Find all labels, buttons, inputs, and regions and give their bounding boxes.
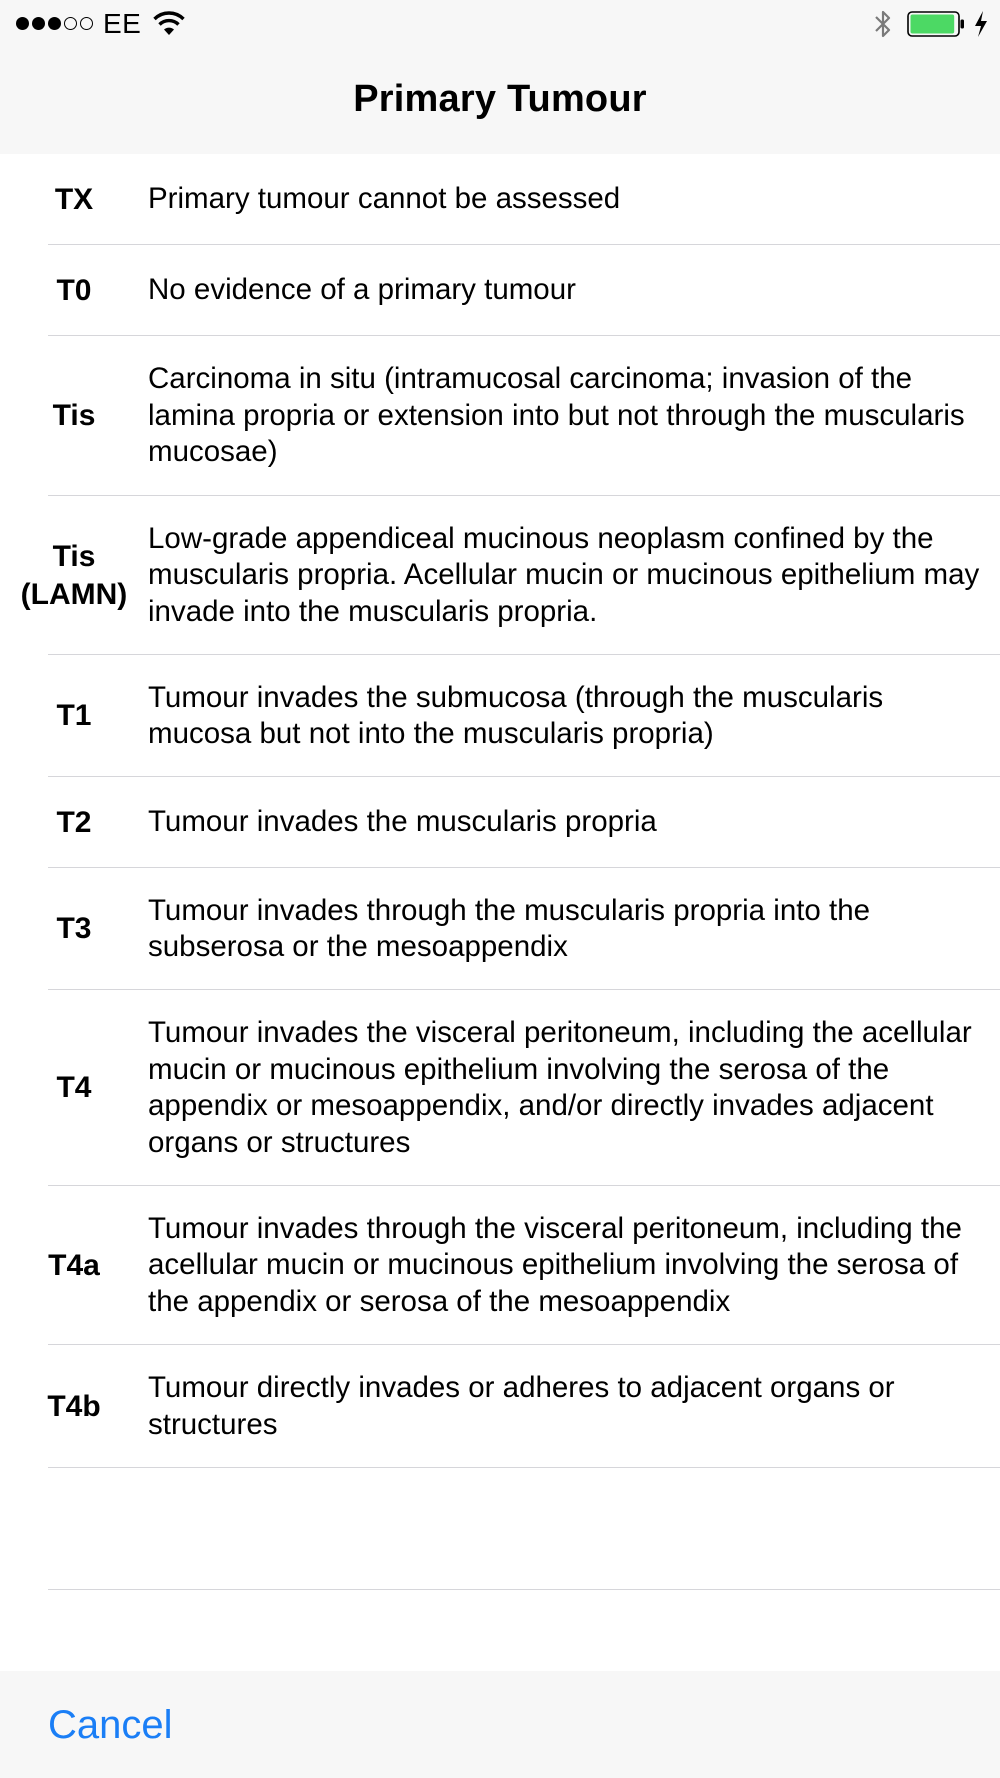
list-item[interactable] (0, 336, 1000, 496)
signal-dot (16, 17, 29, 30)
bottom-toolbar (0, 1671, 1000, 1778)
stage-code: TX (54, 182, 94, 216)
stage-code: T4a (48, 1248, 100, 1282)
list-item[interactable] (0, 154, 1000, 245)
list-item[interactable] (0, 777, 1000, 868)
list-item[interactable] (0, 1345, 1000, 1468)
stage-description: Primary tumour cannot be assessed (148, 182, 621, 216)
bluetooth-icon (872, 8, 894, 40)
stage-description: Tumour invades through the visceral peritoneum, including the acellular mucin or mucinous epithelium involving the serosa of the appendix or serosa of the mesoappendix (148, 1211, 962, 1318)
stage-description: Carcinoma in situ (intramucosal carcinoma; invasion of the lamina propria or extension into but not through the muscularis mucosae) (148, 362, 965, 469)
stage-code: T4b (47, 1389, 101, 1423)
stage-description: Low-grade appendiceal mucinous neoplasm confined by the muscularis propria. Acellular mucin or mucinous epithelium may invade into the muscularis propria. (148, 521, 980, 628)
signal-dot (32, 17, 45, 30)
stage-code: Tis (52, 399, 96, 432)
list-item[interactable] (0, 655, 1000, 777)
list-item[interactable] (0, 496, 1000, 655)
stage-code: Tis (LAMN) (20, 539, 128, 611)
stage-code: T2 (56, 805, 92, 839)
stage-description: Tumour directly invades or adheres to adjacent organs or structures (148, 1371, 895, 1441)
signal-strength-icon (16, 17, 93, 30)
signal-dot (80, 17, 93, 30)
list-item (0, 1468, 1000, 1590)
charging-bolt-icon (973, 10, 989, 38)
stage-description: Tumour invades through the muscularis propria into the subserosa or the mesoappendix (148, 893, 871, 963)
list-item[interactable] (0, 868, 1000, 990)
tumour-stage-list (0, 154, 1000, 1590)
page-title: Primary Tumour (353, 78, 647, 120)
signal-dot (64, 17, 77, 30)
carrier-name: EE (103, 8, 142, 39)
list-item[interactable] (0, 1186, 1000, 1345)
stage-code: T0 (56, 273, 92, 307)
stage-code: T4 (56, 1071, 92, 1104)
battery-icon (907, 11, 965, 37)
list-item[interactable] (0, 990, 1000, 1186)
list-item[interactable] (0, 245, 1000, 336)
stage-description: Tumour invades the muscularis propria (148, 805, 657, 839)
stage-description: No evidence of a primary tumour (148, 273, 576, 307)
stage-description: Tumour invades the visceral peritoneum, including the acellular mucin or mucinous epithelium involving the serosa of the appendix or mesoappendix, and/or directly invades adjacent organs or structures (148, 1016, 972, 1159)
stage-code: T3 (56, 912, 92, 945)
wifi-icon (152, 9, 186, 37)
stage-description: Tumour invades the submucosa (through the muscularis mucosa but not into the muscularis propria) (148, 680, 884, 750)
cancel-button[interactable]: Cancel (48, 1703, 173, 1747)
signal-dot (48, 17, 61, 30)
navigation-bar (0, 48, 1000, 154)
status-bar (0, 0, 1000, 48)
stage-code: T1 (56, 699, 92, 732)
